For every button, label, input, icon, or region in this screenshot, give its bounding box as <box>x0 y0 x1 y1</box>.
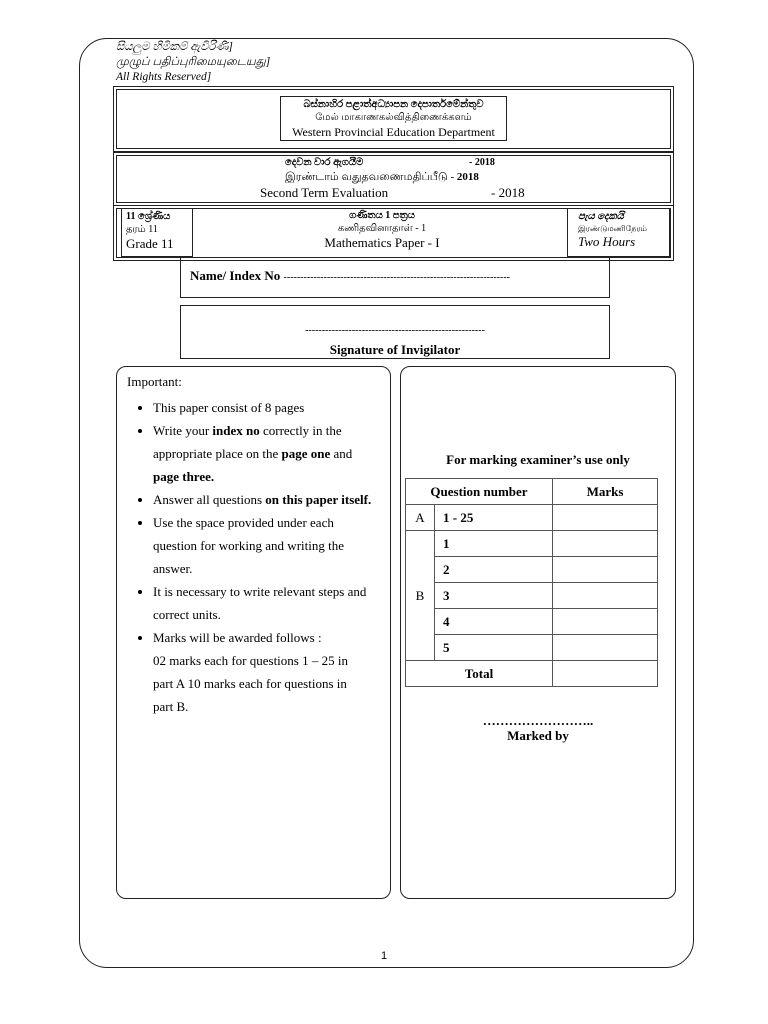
name-index-row <box>190 268 510 284</box>
department-sinhala: බස්නාහිර පළාත්අධ්‍යාපන දෙපාර්තමේන්තුව <box>303 99 484 110</box>
paper-sinhala: ගණිතය 1 පත්‍රය <box>349 210 415 221</box>
important-heading: Important: <box>127 374 182 389</box>
table-row <box>406 531 658 557</box>
name-index-box <box>180 257 610 298</box>
important-item <box>153 419 380 488</box>
rights-tamil: முழுப் பதிப்புரிமையுடையது] <box>116 56 271 68</box>
marks-cell[interactable] <box>553 583 658 609</box>
important-item <box>153 488 380 511</box>
important-item <box>153 511 380 580</box>
total-label: Total <box>406 661 553 687</box>
term-sinhala-year: - 2018 <box>469 157 495 168</box>
time-box <box>567 208 670 257</box>
marks-cell[interactable] <box>553 635 658 661</box>
grade-box <box>121 208 193 257</box>
table-row <box>406 583 658 609</box>
total-marks-cell[interactable] <box>553 661 658 687</box>
rights-english: All Rights Reserved] <box>116 71 212 83</box>
term-header <box>116 155 671 203</box>
col-marks: Marks <box>553 479 658 505</box>
table-row <box>406 609 658 635</box>
term-sinhala: දෙවන වාර ඇගයීම <box>285 157 364 168</box>
question-number: 2 <box>435 557 553 583</box>
rights-notice <box>116 40 270 85</box>
paper-tamil: கணிதவினாதாள் - 1 <box>337 223 427 234</box>
important-item-text: on this paper itself. <box>265 492 372 507</box>
important-tail-line: part A 10 marks each for questions in <box>153 676 347 691</box>
important-list <box>127 396 380 649</box>
table-row <box>406 635 658 661</box>
question-number: 3 <box>435 583 553 609</box>
time-sinhala: පැය දෙකයි <box>578 211 624 222</box>
important-item-text: page one <box>281 446 331 461</box>
important-tail-line: 02 marks each for questions 1 – 25 in <box>153 653 348 668</box>
important-item-text: Marks will be awarded follows : <box>153 630 322 645</box>
grade-english: Grade 11 <box>126 236 174 251</box>
grade-sinhala: 11 ශ්‍රේණිය <box>126 211 171 222</box>
important-item <box>153 396 380 419</box>
department-english: Western Provincial Education Department <box>292 125 495 139</box>
question-number: 1 <box>435 531 553 557</box>
invigilator-dashes[interactable]: ------------------------------------------------------ <box>305 325 485 336</box>
table-row <box>406 661 658 687</box>
term-tamil: இரண்டாம் வதுதவணைமதிப்பீடு - <box>285 171 455 183</box>
term-tamil-year: 2018 <box>456 171 479 183</box>
marked-by-dots: …………………….. <box>482 713 594 728</box>
important-item-text: Answer all questions <box>153 492 266 507</box>
department-tamil: மேல் மாகாணகல்வித்திணைக்களம் <box>315 112 472 123</box>
part-a-cell: A <box>406 505 435 531</box>
question-number: 4 <box>435 609 553 635</box>
question-number: 5 <box>435 635 553 661</box>
important-item-text: index no <box>212 423 260 438</box>
marks-table <box>405 478 658 687</box>
important-tail-line: part B. <box>153 699 189 714</box>
marks-cell[interactable] <box>553 557 658 583</box>
marks-cell[interactable] <box>553 531 658 557</box>
col-question-number: Question number <box>406 479 553 505</box>
invigilator-box <box>180 305 610 359</box>
table-row <box>406 505 658 531</box>
table-header-row <box>406 479 658 505</box>
important-item <box>153 626 380 649</box>
examiner-heading: For marking examiner’s use only <box>446 452 630 467</box>
department-header <box>116 89 671 149</box>
term-english: Second Term Evaluation <box>260 185 389 200</box>
paper-english: Mathematics Paper - I <box>324 235 440 250</box>
important-item-text: Write your <box>153 423 213 438</box>
name-index-dashes[interactable]: -------------------------------------------------------------------- <box>283 272 510 283</box>
important-item-text: Use the space provided under each question for working and writing the answer. <box>153 515 344 576</box>
marks-cell[interactable] <box>553 505 658 531</box>
table-row <box>406 557 658 583</box>
part-a-range: 1 - 25 <box>435 505 553 531</box>
page-number: 1 <box>380 950 388 962</box>
marked-by-label: Marked by <box>507 728 569 743</box>
important-item-text: correctly in the appropriate place on the <box>153 423 342 461</box>
paper-title <box>267 209 497 251</box>
important-item-text: and <box>330 446 353 461</box>
time-english: Two Hours <box>578 234 636 249</box>
part-b-cell: B <box>406 531 435 661</box>
department-box <box>280 96 507 141</box>
paper-header <box>116 208 671 258</box>
invigilator-label: Signature of Invigilator <box>329 342 461 357</box>
important-tail <box>127 649 380 718</box>
time-tamil: இரண்டுமணிநேரம் <box>578 224 647 233</box>
grade-tamil: தரம் 11 <box>126 224 158 235</box>
important-box <box>116 366 391 899</box>
term-english-year: - 2018 <box>491 185 525 200</box>
rights-sinhala: සියලුම හිමිකම් ඇවිරිණි] <box>116 41 233 53</box>
name-index-label: Name/ Index No <box>190 268 281 283</box>
marks-cell[interactable] <box>553 609 658 635</box>
important-item-text: page three. <box>153 469 215 484</box>
important-item-text: This paper consist of 8 pages <box>153 400 305 415</box>
important-item-text: It is necessary to write relevant steps and correct units. <box>153 584 367 622</box>
important-item <box>153 580 380 626</box>
